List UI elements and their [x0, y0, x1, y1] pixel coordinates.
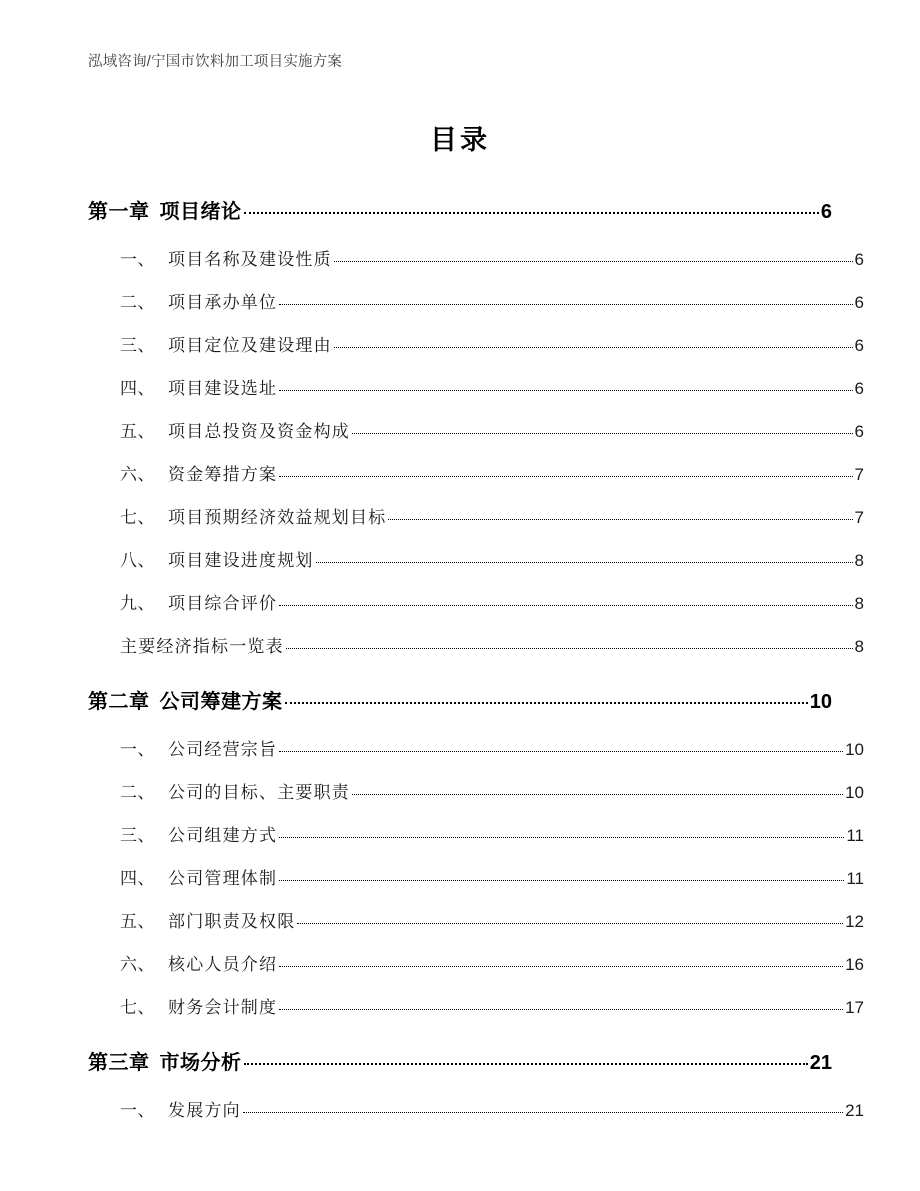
toc-entry-page-number: 6	[854, 422, 864, 441]
toc-entry-text: 项目定位及建设理由	[168, 336, 332, 355]
page-header: 泓域咨询/宁国市饮料加工项目实施方案	[88, 54, 343, 70]
toc-entry-page-number: 10	[845, 740, 864, 759]
toc-entry-number: 二、	[120, 293, 155, 312]
toc-leader-dots	[279, 1008, 843, 1010]
toc-entry-text: 资金筹措方案	[168, 465, 278, 484]
toc-entry-page-number: 7	[854, 465, 864, 484]
toc-entry-number: 第三章	[88, 1052, 150, 1074]
toc-leader-dots	[285, 701, 808, 704]
toc-entry-number: 一、	[120, 1101, 155, 1120]
toc-entry-text: 公司管理体制	[168, 869, 278, 888]
toc-entry-label	[120, 814, 277, 857]
toc-entry-label	[120, 238, 332, 281]
table-of-contents-title: 目录	[430, 125, 490, 155]
toc-entry-text: 项目绪论	[159, 201, 242, 223]
toc-entry-number: 五、	[120, 912, 155, 931]
toc-section-entry[interactable]	[88, 857, 864, 900]
toc-section-entry[interactable]	[88, 453, 864, 496]
toc-entry-label	[120, 625, 284, 668]
toc-leader-dots	[279, 750, 843, 752]
toc-entry-number: 第一章	[88, 201, 150, 223]
toc-leader-dots	[316, 561, 853, 563]
toc-entry-label	[120, 281, 277, 324]
toc-section-entry[interactable]	[88, 986, 864, 1029]
toc-entry-page-number: 6	[854, 379, 864, 398]
toc-entry-page-number: 10	[845, 783, 864, 802]
toc-entry-text: 公司经营宗旨	[168, 740, 278, 759]
toc-entry-text: 项目建设选址	[168, 379, 278, 398]
toc-leader-dots	[279, 475, 852, 477]
toc-entry-page-number: 12	[845, 912, 864, 931]
toc-section-entry[interactable]	[88, 496, 864, 539]
toc-entry-label	[120, 900, 295, 943]
toc-entry-number: 七、	[120, 998, 155, 1017]
toc-section-entry[interactable]	[88, 814, 864, 857]
toc-section-entry[interactable]	[88, 238, 864, 281]
toc-entry-text: 发展方向	[168, 1101, 241, 1120]
toc-entry-page-number: 6	[854, 293, 864, 312]
toc-leader-dots	[243, 1111, 843, 1113]
toc-entry-label	[120, 728, 277, 771]
toc-entry-label	[120, 943, 277, 986]
toc-entry-text: 公司组建方式	[168, 826, 278, 845]
toc-entry-text: 项目建设进度规划	[168, 551, 314, 570]
toc-leader-dots	[279, 389, 852, 391]
toc-section-entry[interactable]	[88, 1089, 864, 1132]
toc-section-entry[interactable]	[88, 728, 864, 771]
toc-entry-text: 项目承办单位	[168, 293, 278, 312]
toc-entry-label	[120, 539, 314, 582]
toc-entry-page-number: 6	[854, 250, 864, 269]
toc-entry-page-number: 8	[854, 551, 864, 570]
toc-entry-page-number: 21	[845, 1101, 864, 1120]
toc-leader-dots	[388, 518, 852, 520]
toc-leader-dots	[244, 211, 819, 214]
toc-entry-text: 市场分析	[159, 1052, 242, 1074]
toc-section-entry[interactable]	[88, 367, 864, 410]
toc-entry-text: 项目预期经济效益规划目标	[168, 508, 387, 527]
toc-entry-label	[120, 986, 277, 1029]
toc-entry-label	[120, 857, 277, 900]
toc-entry-label	[88, 186, 242, 238]
toc-entry-page-number: 6	[854, 336, 864, 355]
toc-leader-dots	[244, 1062, 808, 1065]
toc-chapter-entry[interactable]	[88, 1029, 832, 1089]
toc-entry-label	[120, 453, 277, 496]
toc-leader-dots	[334, 260, 853, 262]
toc-entry-text: 公司的目标、主要职责	[168, 783, 350, 802]
toc-leader-dots	[286, 647, 853, 649]
toc-entry-text: 项目总投资及资金构成	[168, 422, 350, 441]
toc-entry-number: 八、	[120, 551, 155, 570]
toc-entry-text: 主要经济指标一览表	[120, 637, 284, 656]
toc-entry-number: 四、	[120, 869, 155, 888]
toc-entry-label	[120, 410, 350, 453]
toc-entry-number: 三、	[120, 336, 155, 355]
toc-section-entry[interactable]	[88, 582, 864, 625]
toc-entry-text: 项目名称及建设性质	[168, 250, 332, 269]
toc-entry-page-number: 11	[846, 826, 864, 845]
toc-leader-dots	[352, 432, 853, 434]
toc-entry-number: 三、	[120, 826, 155, 845]
toc-section-entry[interactable]	[88, 771, 864, 814]
toc-entry-text: 项目综合评价	[168, 594, 278, 613]
toc-entry-number: 五、	[120, 422, 155, 441]
toc-entry-number: 六、	[120, 465, 155, 484]
toc-entry-number: 四、	[120, 379, 155, 398]
toc-entry-label	[120, 367, 277, 410]
toc-entry-page-number: 7	[854, 508, 864, 527]
toc-entry-label	[88, 676, 283, 728]
toc-leader-dots	[334, 346, 853, 348]
toc-section-entry[interactable]	[88, 625, 864, 668]
toc-leader-dots	[352, 793, 843, 795]
toc-entry-label	[120, 771, 350, 814]
toc-entry-text: 核心人员介绍	[168, 955, 278, 974]
toc-section-entry[interactable]	[88, 410, 864, 453]
toc-entry-page-number: 6	[820, 201, 832, 223]
toc-entry-number: 二、	[120, 783, 155, 802]
toc-section-entry[interactable]	[88, 900, 864, 943]
toc-leader-dots	[279, 965, 843, 967]
toc-leader-dots	[279, 879, 844, 881]
toc-entry-label	[88, 1037, 242, 1089]
toc-entry-number: 一、	[120, 740, 155, 759]
toc-entry-page-number: 10	[809, 691, 832, 713]
toc-entry-label	[120, 1089, 241, 1132]
toc-section-entry[interactable]	[88, 943, 864, 986]
toc-leader-dots	[297, 922, 843, 924]
toc-entry-page-number: 21	[809, 1052, 832, 1074]
toc-leader-dots	[279, 604, 852, 606]
toc-entry-label	[120, 582, 277, 625]
toc-entry-page-number: 11	[846, 869, 864, 888]
toc-entry-number: 一、	[120, 250, 155, 269]
table-of-contents	[88, 178, 864, 1132]
toc-entry-page-number: 16	[845, 955, 864, 974]
toc-entry-page-number: 17	[845, 998, 864, 1017]
toc-entry-text: 公司筹建方案	[159, 691, 283, 713]
toc-entry-label	[120, 496, 386, 539]
toc-entry-page-number: 8	[854, 594, 864, 613]
toc-entry-number: 九、	[120, 594, 155, 613]
toc-entry-number: 六、	[120, 955, 155, 974]
toc-leader-dots	[279, 836, 844, 838]
toc-section-entry[interactable]	[88, 281, 864, 324]
toc-section-entry[interactable]	[88, 539, 864, 582]
toc-entry-number: 七、	[120, 508, 155, 527]
toc-chapter-entry[interactable]	[88, 178, 832, 238]
toc-section-entry[interactable]	[88, 324, 864, 367]
toc-entry-page-number: 8	[854, 637, 864, 656]
toc-entry-text: 部门职责及权限	[168, 912, 296, 931]
toc-leader-dots	[279, 303, 852, 305]
toc-entry-label	[120, 324, 332, 367]
toc-chapter-entry[interactable]	[88, 668, 832, 728]
toc-entry-number: 第二章	[88, 691, 150, 713]
toc-entry-text: 财务会计制度	[168, 998, 278, 1017]
